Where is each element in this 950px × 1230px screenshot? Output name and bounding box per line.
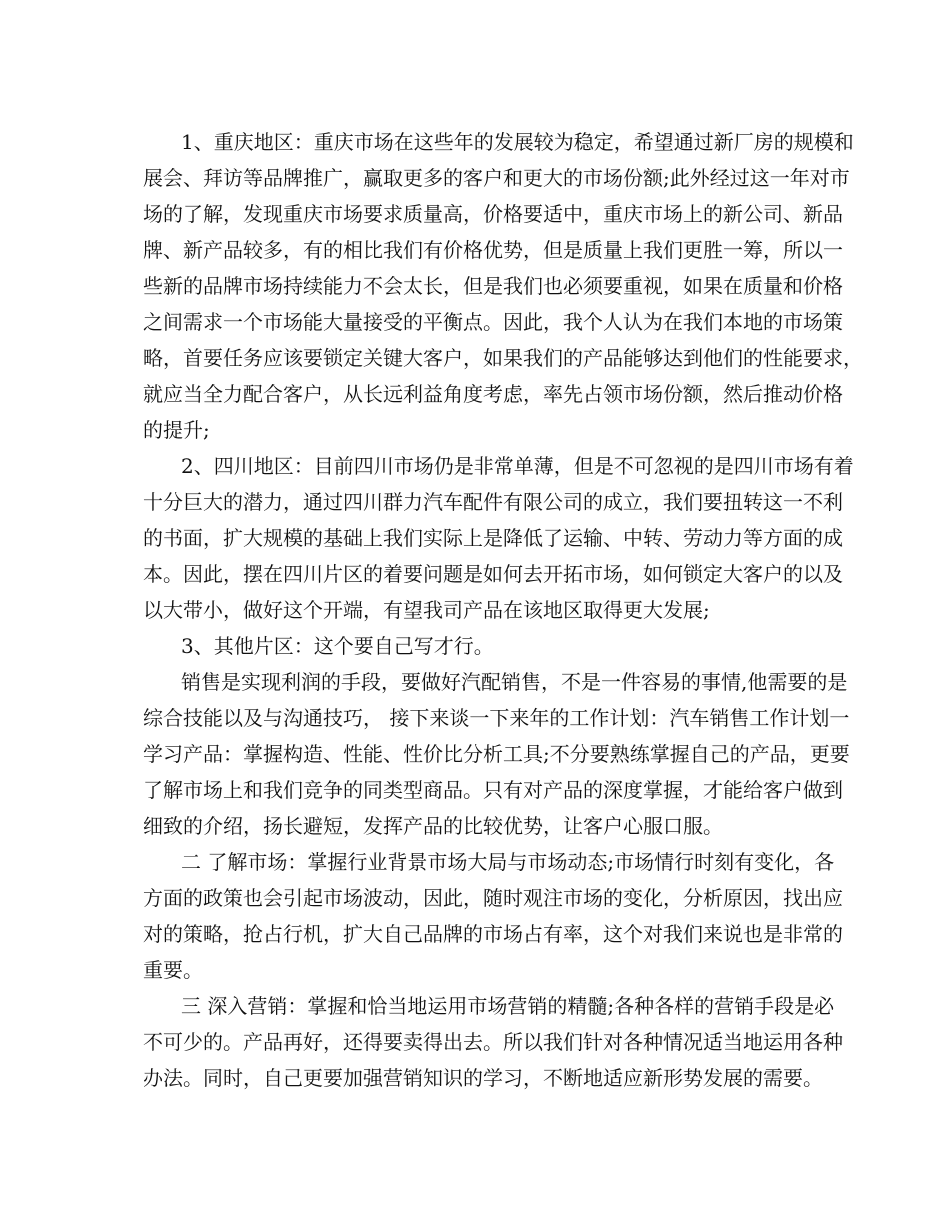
paragraph-line: 就应当全力配合客户，从长远利益角度考虑，率先占领市场份额，然后推动价格 <box>143 382 843 406</box>
paragraph-line: 销售是实现利润的手段，要做好汽配销售，不是一件容易的事情,他需要的是 <box>181 670 848 694</box>
paragraph-sichuan <box>143 448 854 628</box>
paragraph-line: 办法。同时，自己更要加强营销知识的学习，不断地适应新形势发展的需要。 <box>143 1066 823 1090</box>
paragraph-line: 本。因此，摆在四川片区的着要问题是如何去开拓市场，如何锁定大客户的以及 <box>143 562 843 586</box>
paragraph-line: 2、四川地区：目前四川市场仍是非常单薄，但是不可忽视的是四川市场有着 <box>181 454 854 478</box>
paragraph-line: 方面的政策也会引起市场波动，因此，随时观注市场的变化，分析原因，找出应 <box>143 886 843 910</box>
paragraph-line: 的书面，扩大规模的基础上我们实际上是降低了运输、中转、劳动力等方面的成 <box>143 526 843 550</box>
paragraph-line: 重要。 <box>143 958 203 982</box>
paragraph-line: 3、其他片区：这个要自己写才行。 <box>181 634 494 658</box>
paragraph-line: 十分巨大的潜力，通过四川群力汽车配件有限公司的成立，我们要扭转这一不利 <box>143 490 843 514</box>
paragraph-line: 综合技能以及与沟通技巧， 接下来谈一下来年的工作计划：汽车销售工作计划一 <box>143 706 850 730</box>
paragraph-other-regions <box>143 628 807 664</box>
paragraph-line: 细致的介绍，扬长避短，发挥产品的比较优势，让客户心服口服。 <box>143 814 723 838</box>
document-body <box>143 124 863 1096</box>
paragraph-line: 1、重庆地区：重庆市场在这些年的发展较为稳定，希望通过新厂房的规模和 <box>181 130 854 154</box>
paragraph-line: 略，首要任务应该要锁定关键大客户，如果我们的产品能够达到他们的性能要求， <box>143 346 863 370</box>
paragraph-chongqing <box>143 124 863 448</box>
paragraph-line: 的提升; <box>143 418 210 442</box>
paragraph-sales-plan <box>143 664 850 844</box>
paragraph-line: 展会、拜访等品牌推广，赢取更多的客户和更大的市场份额;此外经过这一年对市 <box>143 166 850 190</box>
paragraph-line: 之间需求一个市场能大量接受的平衡点。因此，我个人认为在我们本地的市场策 <box>143 310 843 334</box>
paragraph-line: 学习产品：掌握构造、性能、性价比分析工具;不分要熟练掌握自己的产品，更要 <box>143 742 850 766</box>
paragraph-line: 了解市场上和我们竞争的同类型商品。只有对产品的深度掌握，才能给客户做到 <box>143 778 843 802</box>
paragraph-line: 对的策略，抢占行机，扩大自己品牌的市场占有率，这个对我们来说也是非常的 <box>143 922 843 946</box>
paragraph-line: 二 了解市场：掌握行业背景市场大局与市场动态;市场情行时刻有变化，各 <box>181 850 835 874</box>
paragraph-line: 以大带小，做好这个开端，有望我司产品在该地区取得更大发展; <box>143 598 710 622</box>
paragraph-line: 三 深入营销：掌握和恰当地运用市场营销的精髓;各种各样的营销手段是必 <box>181 994 835 1018</box>
paragraph-line: 些新的品牌市场持续能力不会太长，但是我们也必须要重视，如果在质量和价格 <box>143 274 843 298</box>
paragraph-line: 牌、新产品较多，有的相比我们有价格优势，但是质量上我们更胜一筹，所以一 <box>143 238 843 262</box>
paragraph-line: 不可少的。产品再好，还得要卖得出去。所以我们针对各种情况适当地运用各种 <box>143 1030 843 1054</box>
paragraph-understand-market <box>143 844 843 988</box>
paragraph-line: 场的了解，发现重庆市场要求质量高，价格要适中，重庆市场上的新公司、新品 <box>143 202 843 226</box>
paragraph-deep-marketing <box>143 988 843 1096</box>
